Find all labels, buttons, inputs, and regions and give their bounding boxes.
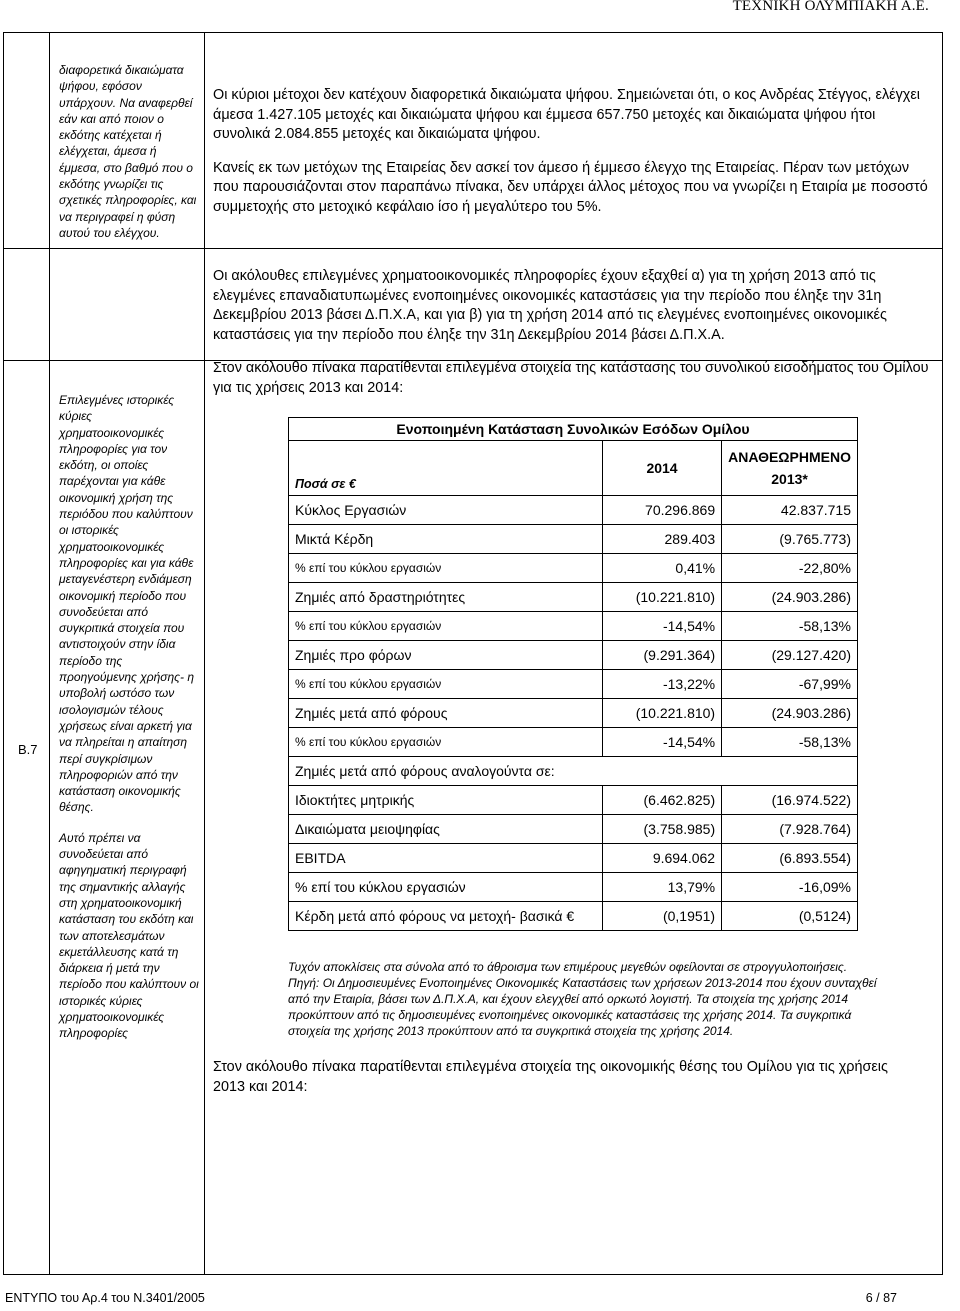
row-label: % επί του κύκλου εργασιών <box>289 554 603 583</box>
table-row <box>289 844 858 873</box>
company-header: ΤΕΧΝΙΚΗ ΟΛΥΜΠΙΑΚΗ Α.Ε. <box>732 0 929 14</box>
value-2013: -58,13% <box>722 612 858 641</box>
value-2013: 42.837.715 <box>722 496 858 525</box>
left-paragraph-1: Επιλεγμένες ιστορικές κύριες χρηματοοικονομικές πληροφορίες για τον εκδότη, οι οποίες παρέχονται για κάθε οικονομική χρήση της περιόδου που καλύπτουν οι ιστορικές χρηματοοικονομικές πληροφορίες και για κάθε μεταγενέστερη ενδιάμεση οικονομική περίοδο που συνοδεύεται από συγκριτικά στοιχεία που αντιστοιχούν στην ίδια περίοδο της προηγούμενης χρήσης- η υποβολή ωστόσο των ισολογισμών τέλους χρήσεως είναι αρκετή για να πληρείται η απαίτηση περί συγκρίσιμων πληροφοριών από την κατάσταση οικονομικής θέσης. <box>59 393 195 815</box>
value-2013: (16.974.522) <box>722 786 858 815</box>
value-2013: (0,5124) <box>722 902 858 931</box>
table-row <box>289 554 858 583</box>
col-header-2014: 2014 <box>602 441 721 496</box>
shareholders-text <box>213 86 933 217</box>
value-2014: (3.758.985) <box>602 815 721 844</box>
row-label: EBITDA <box>289 844 603 873</box>
table-title: Ενοποιημένη Κατάσταση Συνολικών Εσόδων Ομίλου <box>289 418 858 441</box>
table-row <box>289 525 858 554</box>
row-label: Κέρδη μετά από φόρους να μετοχή- βασικά € <box>289 902 603 931</box>
value-2014: 0,41% <box>602 554 721 583</box>
left-top-text: διαφορετικά δικαιώματα ψήφου, εφόσον υπάρχουν. Να αναφερθεί εάν και από ποιον ο εκδότης κατέχεται ή ελέγχεται, άμεσα ή έμμεσα, στο βαθμό που ο εκδότης γνωρίζει τις σχετικές πληροφορίες, και να περιγραφεί η φύση αυτού του ελέγχου. <box>59 63 197 240</box>
value-2013: -58,13% <box>722 728 858 757</box>
row-label: Ιδιοκτήτες μητρικής <box>289 786 603 815</box>
value-2013: (9.765.773) <box>722 525 858 554</box>
value-2013: (24.903.286) <box>722 699 858 728</box>
left-description-main <box>59 392 199 1052</box>
value-2013: (6.893.554) <box>722 844 858 873</box>
financial-intro-paragraph: Οι ακόλουθες επιλεγμένες χρηματοοικονομικές πληροφορίες έχουν εξαχθεί α) για τη χρήση 2013 από τις ελεγμένες επαναδιατυπωμένες ενοποιημένες οικονομικές καταστάσεις για την περίοδο που έληξε την 31η Δεκεμβρίου 2013 βάσει Δ.Π.Χ.Α, και για β) για τη χρήση 2014 από τις ελεγμένες ενοποιημένες οικονομικές καταστάσεις για την περίοδο που έληξε την 31η Δεκεμβρίου 2014 βάσει Δ.Π.Χ.Α. <box>213 268 887 343</box>
row-label: Μικτά Κέρδη <box>289 525 603 554</box>
table-header-row <box>289 441 858 496</box>
shareholders-paragraph-1: Οι κύριοι μέτοχοι δεν κατέχουν διαφορετικά δικαιώματα ψήφου. Σημειώνεται ότι, ο κος Ανδρέας Στέγγος, ελέγχει άμεσα 1.427.105 μετοχές και δικαιώματα ψήφου και έμμεσα 657.750 μετοχές και δικαιώματα ψήφου ήτοι συνολικά 2.084.855 μετοχές και δικαιώματα ψήφου. <box>213 87 920 142</box>
value-2013: -16,09% <box>722 873 858 902</box>
source-note: Πηγή: Οι Δημοσιευμένες Ενοποιημένες Οικονομικές Καταστάσεις των χρήσεων 2013-2014 που έχουν συνταχθεί από την Εταιρία, βάσει των Δ.Π.Χ.Α, και έχουν ελεγχθεί από ορκωτό λογιστή. Τα στοιχεία της χρήσης 2014 προκύπτουν από τις δημοσιευμένες ενοποιημένες οικονομικές καταστάσεις της χρήσης 2014. Τα συγκριτικά στοιχεία της χρήσης 2013 προκύπτουν από τα συγκριτικά στοιχεία της χρήσης 2014. <box>288 976 877 1038</box>
value-2014: 289.403 <box>602 525 721 554</box>
footer-page-number: 6 / 87 <box>865 1291 897 1305</box>
row-label: Ζημιές προ φόρων <box>289 641 603 670</box>
value-2014: 9.694.062 <box>602 844 721 873</box>
value-2014: (10.221.810) <box>602 699 721 728</box>
value-2014: -14,54% <box>602 728 721 757</box>
value-2014: 70.296.869 <box>602 496 721 525</box>
value-2013: -22,80% <box>722 554 858 583</box>
table-row <box>289 670 858 699</box>
value-2013: (24.903.286) <box>722 583 858 612</box>
value-2014: (9.291.364) <box>602 641 721 670</box>
section-label: B.7 <box>18 742 38 757</box>
table-row <box>289 583 858 612</box>
amounts-label: Ποσά σε € <box>289 441 603 496</box>
left-description-top <box>59 62 199 251</box>
value-2014: -14,54% <box>602 612 721 641</box>
value-2014: (10.221.810) <box>602 583 721 612</box>
value-2013: (29.127.420) <box>722 641 858 670</box>
table-notes <box>288 959 888 1039</box>
row-label: % επί του κύκλου εργασιών <box>289 670 603 699</box>
table-row <box>289 902 858 931</box>
table-intro-paragraph: Στον ακόλουθο πίνακα παρατίθενται επιλεγμένα στοιχεία της κατάστασης του συνολικού εισοδήματος του Ομίλου για τις χρήσεις 2013 και 2014: <box>213 360 929 396</box>
row-label: Ζημιές από δραστηριότητες <box>289 583 603 612</box>
table-row <box>289 757 858 786</box>
value-2014: (0,1951) <box>602 902 721 931</box>
left-paragraph-2: Αυτό πρέπει να συνοδεύεται από αφηγηματική περιγραφή της σημαντικής αλλαγής στη χρηματοοικονομική κατάσταση του εκδότη και των αποτελεσμάτων εκμετάλλευσης κατά τη διάρκεια ή μετά την περίοδο που καλύπτουν οι ιστορικές κύριες χρηματοοικονομικές πληροφορίες <box>59 830 199 1041</box>
row-label: Ζημιές μετά από φόρους αναλογούντα σε: <box>289 757 858 786</box>
table-title-row <box>289 418 858 441</box>
col-header-2013 <box>722 441 858 496</box>
value-2013: (7.928.764) <box>722 815 858 844</box>
rounding-note: Τυχόν αποκλίσεις στα σύνολα από το άθροισμα των επιμέρους μεγεθών οφείλονται σε στρογγυλοποιήσεις. <box>288 960 848 974</box>
table-row <box>289 728 858 757</box>
table-row <box>289 815 858 844</box>
table-row <box>289 641 858 670</box>
row-label: Κύκλος Εργασιών <box>289 496 603 525</box>
col-header-2013-bottom: 2013* <box>771 471 808 487</box>
value-2014: 13,79% <box>602 873 721 902</box>
shareholders-paragraph-2: Κανείς εκ των μετόχων της Εταιρείας δεν ασκεί τον άμεσο ή έμμεσο έλεγχο της Εταιρείας. Πέραν των μετόχων που παρουσιάζονται στον παραπάνω πίνακα, δεν υπάρχει άλλος μέτοχος που να γνωρίζει η Εταιρία με ποσοστό συμμετοχής στο μετοχικό κεφάλαιο ίσο ή μεγαλύτερο του 5%. <box>213 159 928 215</box>
row-label: % επί του κύκλου εργασιών <box>289 873 603 902</box>
table-row <box>289 786 858 815</box>
row-label: % επί του κύκλου εργασιών <box>289 612 603 641</box>
col-header-2013-top: ΑΝΑΘΕΩΡΗΜΕΝΟ <box>728 449 851 465</box>
financial-intro-text <box>213 267 933 398</box>
table-row <box>289 699 858 728</box>
row-label: Δικαιώματα μειοψηφίας <box>289 815 603 844</box>
value-2014: -13,22% <box>602 670 721 699</box>
table-row <box>289 612 858 641</box>
income-statement-table <box>288 417 858 931</box>
row-label: % επί του κύκλου εργασιών <box>289 728 603 757</box>
table-row <box>289 496 858 525</box>
footer-form-reference: ΕΝΤΥΠΟ του Αρ.4 του Ν.3401/2005 <box>5 1291 205 1305</box>
balance-sheet-intro: Στον ακόλουθο πίνακα παρατίθενται επιλεγμένα στοιχεία της οικονομικής θέσης του Ομίλου για τις χρήσεις 2013 και 2014: <box>213 1059 888 1095</box>
column-divider-2 <box>204 32 205 1275</box>
table-row <box>289 873 858 902</box>
column-divider-1 <box>49 32 50 1275</box>
value-2014: (6.462.825) <box>602 786 721 815</box>
row-label: Ζημιές μετά από φόρους <box>289 699 603 728</box>
value-2013: -67,99% <box>722 670 858 699</box>
